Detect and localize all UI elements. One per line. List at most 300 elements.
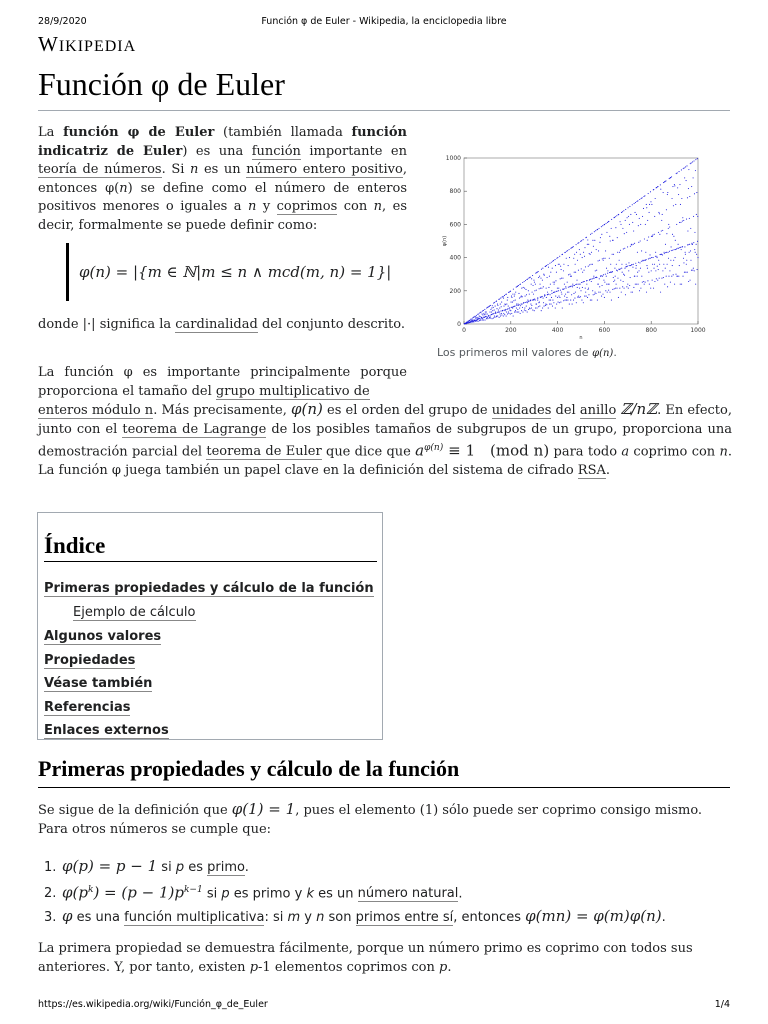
data-point xyxy=(667,286,668,287)
data-point xyxy=(669,251,670,252)
data-point xyxy=(590,234,591,235)
data-point xyxy=(656,187,657,188)
data-point xyxy=(681,169,682,170)
x-tick-label: 400 xyxy=(551,327,564,334)
chart-points xyxy=(464,158,699,324)
data-point xyxy=(596,249,597,250)
data-point xyxy=(665,268,666,269)
x-tick-label: 600 xyxy=(598,327,611,334)
data-point xyxy=(468,320,469,321)
data-point xyxy=(632,292,633,293)
data-point xyxy=(641,250,642,251)
data-point xyxy=(494,317,495,318)
data-point xyxy=(501,302,502,303)
data-point xyxy=(624,248,625,249)
data-point xyxy=(561,278,562,279)
toc-item-propiedades[interactable]: Propiedades xyxy=(44,653,136,668)
data-point xyxy=(514,312,515,313)
data-point xyxy=(586,237,587,238)
data-point xyxy=(632,267,633,268)
data-point xyxy=(570,248,571,249)
data-point xyxy=(635,284,636,285)
data-point xyxy=(562,308,563,309)
data-point xyxy=(567,300,568,301)
data-point xyxy=(569,257,570,258)
list-item: 1. φ(p) = p − 1 si p es primo. xyxy=(44,857,249,875)
data-point xyxy=(653,189,654,190)
data-point xyxy=(566,251,567,252)
data-point xyxy=(550,284,551,285)
data-point xyxy=(479,320,480,321)
data-point xyxy=(678,244,679,245)
data-point xyxy=(617,278,618,279)
link-enteros-modulo[interactable]: enteros módulo n xyxy=(38,403,154,418)
data-point xyxy=(682,276,683,277)
logo-rest: IKIPEDIA xyxy=(58,38,137,55)
data-point xyxy=(531,305,532,306)
toc-item-referencias[interactable]: Referencias xyxy=(44,700,131,715)
data-point xyxy=(686,260,687,261)
data-point xyxy=(644,238,645,239)
data-point xyxy=(552,300,553,301)
data-point xyxy=(673,205,674,206)
data-point xyxy=(662,254,663,255)
data-point xyxy=(605,274,606,275)
data-point xyxy=(490,309,491,310)
data-point xyxy=(493,307,494,308)
data-point xyxy=(656,278,657,279)
data-point xyxy=(489,306,490,307)
data-point xyxy=(493,303,494,304)
data-point xyxy=(539,302,540,303)
data-point xyxy=(579,297,580,298)
data-point xyxy=(661,230,662,231)
data-point xyxy=(679,171,680,172)
link-grupo-multiplicativo[interactable]: grupo multiplicativo de xyxy=(215,383,370,399)
data-point xyxy=(556,272,557,273)
data-point xyxy=(594,231,595,232)
list-item: 3. φ es una función multiplicativa: si m y n son primos entre sí, entonces φ(mn) = φ(m)φ(n). xyxy=(44,907,666,926)
data-point xyxy=(572,247,573,248)
data-point xyxy=(564,284,565,285)
data-point xyxy=(596,277,597,278)
data-point xyxy=(677,276,678,277)
link-anillo[interactable]: anillo xyxy=(579,403,617,418)
data-point xyxy=(580,254,581,255)
data-point xyxy=(670,282,671,283)
data-point xyxy=(669,178,670,179)
data-point xyxy=(629,224,630,225)
data-point xyxy=(537,300,538,301)
data-point xyxy=(577,243,578,244)
data-point xyxy=(642,282,643,283)
logo-first-letter: W xyxy=(38,32,59,56)
data-point xyxy=(573,246,574,247)
data-point xyxy=(560,266,561,267)
data-point xyxy=(649,204,650,205)
data-point xyxy=(585,292,586,293)
data-point xyxy=(601,275,602,276)
data-point xyxy=(678,248,679,249)
data-point xyxy=(611,219,612,220)
data-point xyxy=(672,250,673,251)
data-point xyxy=(536,304,537,305)
data-point xyxy=(526,306,527,307)
data-point xyxy=(609,258,610,259)
data-point xyxy=(646,265,647,266)
data-point xyxy=(608,221,609,222)
data-point xyxy=(569,274,570,275)
data-point xyxy=(518,293,519,294)
data-point xyxy=(580,241,581,242)
data-point xyxy=(690,163,691,164)
data-point xyxy=(584,256,585,257)
data-point xyxy=(542,280,543,281)
data-point xyxy=(489,317,490,318)
data-point xyxy=(616,264,617,265)
data-point xyxy=(538,277,539,278)
data-point xyxy=(664,284,665,285)
data-point xyxy=(678,276,679,277)
data-point xyxy=(631,244,632,245)
data-point xyxy=(584,281,585,282)
data-point xyxy=(552,306,553,307)
data-point xyxy=(590,300,591,301)
data-point xyxy=(481,313,482,314)
data-point xyxy=(482,311,483,312)
data-point xyxy=(470,320,471,321)
data-point xyxy=(510,302,511,303)
data-point xyxy=(667,264,668,265)
data-point xyxy=(527,302,528,303)
data-point xyxy=(609,292,610,293)
data-point xyxy=(498,310,499,311)
importance-paragraph-start: La función φ es importante principalmente porque proporciona el tamaño del grupo multiplicativo de xyxy=(38,365,407,399)
link-coprimos[interactable]: coprimos xyxy=(276,199,338,214)
data-point xyxy=(587,239,588,240)
data-point xyxy=(565,286,566,287)
data-point xyxy=(696,254,697,255)
link-unidades[interactable]: unidades xyxy=(491,403,552,418)
data-point xyxy=(624,268,625,269)
data-point xyxy=(635,263,636,264)
x-axis-label: n xyxy=(579,335,583,341)
data-point xyxy=(565,294,566,295)
data-point xyxy=(631,292,632,293)
data-point xyxy=(565,288,566,289)
data-point xyxy=(659,264,660,265)
toc-item-enlaces-externos[interactable]: Enlaces externos xyxy=(44,723,169,738)
data-point xyxy=(513,300,514,301)
data-point xyxy=(616,284,617,285)
link-funcion[interactable]: función xyxy=(251,143,301,159)
data-point xyxy=(697,269,698,270)
data-point xyxy=(693,268,694,269)
data-point xyxy=(565,252,566,253)
data-point xyxy=(587,297,588,298)
data-point xyxy=(594,294,595,295)
data-point xyxy=(473,321,474,322)
link-numero-natural[interactable]: número natural xyxy=(357,886,459,902)
data-point xyxy=(502,297,503,298)
data-point xyxy=(694,249,695,250)
data-point xyxy=(543,298,544,299)
data-point xyxy=(527,312,528,313)
data-point xyxy=(695,284,696,285)
data-point xyxy=(586,284,587,285)
data-point xyxy=(623,248,624,249)
data-point xyxy=(673,260,674,261)
data-point xyxy=(562,254,563,255)
data-point xyxy=(577,287,578,288)
link-numero-entero[interactable]: número entero positivo xyxy=(246,162,403,177)
link-primos-entre-si[interactable]: primos entre sí xyxy=(355,910,454,926)
data-point xyxy=(474,316,475,317)
data-point xyxy=(568,274,569,275)
toc-item-ejemplo-calculo[interactable]: Ejemplo de cálculo xyxy=(73,605,196,620)
data-point xyxy=(546,304,547,305)
data-point xyxy=(623,210,624,211)
data-point xyxy=(507,309,508,310)
data-point xyxy=(531,284,532,285)
data-point xyxy=(554,292,555,293)
data-point xyxy=(559,297,560,298)
data-point xyxy=(622,228,623,229)
data-point xyxy=(479,315,480,316)
data-point xyxy=(518,304,519,305)
data-point xyxy=(531,278,532,279)
data-point xyxy=(553,260,554,261)
data-point xyxy=(580,290,581,291)
data-point xyxy=(674,184,675,185)
data-point xyxy=(486,312,487,313)
data-point xyxy=(660,189,661,190)
data-point xyxy=(606,284,607,285)
data-point xyxy=(534,282,535,283)
data-point xyxy=(592,264,593,265)
data-point xyxy=(500,311,501,312)
data-point xyxy=(541,288,542,289)
data-point xyxy=(649,212,650,213)
data-point xyxy=(487,318,488,319)
data-point xyxy=(525,296,526,297)
data-point xyxy=(639,290,640,291)
data-point xyxy=(512,307,513,308)
data-point xyxy=(546,265,547,266)
data-point xyxy=(571,286,572,287)
bold-term-alt: función indicatriz de Euler xyxy=(38,125,407,159)
data-point xyxy=(622,272,623,273)
data-point xyxy=(609,284,610,285)
print-url: https://es.wikipedia.org/wiki/Función_φ_de_Euler xyxy=(38,999,268,1010)
data-point xyxy=(672,186,673,187)
data-point xyxy=(661,278,662,279)
data-point xyxy=(595,270,596,271)
data-point xyxy=(551,304,552,305)
data-point xyxy=(528,278,529,279)
data-point xyxy=(668,228,669,229)
data-point xyxy=(559,302,560,303)
data-point xyxy=(635,268,636,269)
data-point xyxy=(618,214,619,215)
link-primo[interactable]: primo xyxy=(207,860,245,875)
data-point xyxy=(616,270,617,271)
data-point xyxy=(617,237,618,238)
data-point xyxy=(472,321,473,322)
data-point xyxy=(682,217,683,218)
data-point xyxy=(522,312,523,313)
link-funcion-multiplicativa[interactable]: función multiplicativa xyxy=(124,910,265,926)
data-point xyxy=(642,197,643,198)
data-point xyxy=(643,208,644,209)
data-point xyxy=(510,313,511,314)
data-point xyxy=(529,308,530,309)
data-point xyxy=(486,318,487,319)
data-point xyxy=(509,310,510,311)
data-point xyxy=(661,254,662,255)
data-point xyxy=(517,309,518,310)
data-point xyxy=(563,270,564,271)
data-point xyxy=(648,272,649,273)
section-heading: Primeras propiedades y cálculo de la función xyxy=(38,756,730,788)
data-point xyxy=(683,220,684,221)
data-point xyxy=(686,165,687,166)
data-point xyxy=(581,282,582,283)
data-point xyxy=(480,316,481,317)
data-point xyxy=(494,315,495,316)
link-cardinalidad[interactable]: cardinalidad xyxy=(175,317,258,332)
data-point xyxy=(574,254,575,255)
wikipedia-logo[interactable] xyxy=(38,32,136,57)
data-point xyxy=(601,226,602,227)
data-point xyxy=(505,310,506,311)
data-point xyxy=(671,246,672,247)
data-point xyxy=(676,173,677,174)
data-point xyxy=(481,312,482,313)
data-point xyxy=(544,295,545,296)
data-point xyxy=(671,176,672,177)
data-point xyxy=(484,309,485,310)
data-point xyxy=(598,260,599,261)
data-point xyxy=(492,310,493,311)
data-point xyxy=(483,313,484,314)
data-point xyxy=(591,300,592,301)
data-point xyxy=(545,266,546,267)
data-point xyxy=(598,228,599,229)
data-point xyxy=(671,276,672,277)
data-point xyxy=(588,244,589,245)
toc-item-vease-tambien[interactable]: Véase también xyxy=(44,676,153,691)
data-point xyxy=(679,265,680,266)
data-point xyxy=(627,207,628,208)
list-item: 2. $\varphi(p^k) = (p - 1)p^{k-1}$ si p es primo y k es un número natural. xyxy=(44,883,463,902)
data-point xyxy=(686,264,687,265)
data-point xyxy=(574,298,575,299)
data-point xyxy=(567,282,568,283)
link-rsa[interactable]: RSA xyxy=(577,462,606,478)
data-point xyxy=(695,159,696,160)
data-point xyxy=(671,198,672,199)
data-point xyxy=(672,234,673,235)
data-point xyxy=(614,217,615,218)
data-point xyxy=(637,272,638,273)
data-point xyxy=(492,305,493,306)
data-point xyxy=(633,287,634,288)
data-point xyxy=(610,264,611,265)
link-teorema-lagrange[interactable]: teorema de Lagrange xyxy=(122,421,267,437)
data-point xyxy=(549,263,550,264)
link-teorema-euler[interactable]: teorema de Euler xyxy=(206,444,322,460)
data-point xyxy=(547,294,548,295)
data-point xyxy=(571,276,572,277)
data-point xyxy=(543,286,544,287)
data-point xyxy=(545,304,546,305)
data-point xyxy=(514,306,515,307)
intro-paragraph: La función φ de Euler (también llamada función indicatriz de Euler) es una función importante en teoría de números. Si n es un número entero positivo, entonces φ(n) se define como el número de enteros positivos menores o iguales a n y coprimos con n, es decir, formalmente se puede definir como: xyxy=(38,125,407,233)
data-point xyxy=(614,288,615,289)
data-point xyxy=(630,265,631,266)
data-point xyxy=(605,258,606,259)
data-point xyxy=(498,312,499,313)
data-point xyxy=(580,284,581,285)
data-point xyxy=(569,249,570,250)
data-point xyxy=(628,216,629,217)
data-point xyxy=(662,270,663,271)
x-tick-label: 1000 xyxy=(690,327,706,334)
data-point xyxy=(515,300,516,301)
data-point xyxy=(681,249,682,250)
data-point xyxy=(625,294,626,295)
data-point xyxy=(668,258,669,259)
data-point xyxy=(546,288,547,289)
data-point xyxy=(535,300,536,301)
toc-item-primeras-propiedades[interactable]: Primeras propiedades y cálculo de la función xyxy=(44,581,374,596)
data-point xyxy=(669,227,670,228)
data-point xyxy=(495,313,496,314)
data-point xyxy=(541,310,542,311)
data-point xyxy=(646,292,647,293)
data-point xyxy=(638,262,639,263)
data-point xyxy=(522,282,523,283)
data-point xyxy=(567,250,568,251)
data-point xyxy=(561,292,562,293)
link-teoria-numeros[interactable]: teoría de números xyxy=(38,162,162,177)
data-point xyxy=(578,270,579,271)
data-point xyxy=(531,308,532,309)
data-point xyxy=(493,317,494,318)
toc-item-algunos-valores[interactable]: Algunos valores xyxy=(44,629,162,644)
data-point xyxy=(605,223,606,224)
data-point xyxy=(672,265,673,266)
x-tick-label: 200 xyxy=(505,327,517,334)
data-point xyxy=(480,319,481,320)
data-point xyxy=(530,277,531,278)
data-point xyxy=(682,246,683,247)
data-point xyxy=(525,302,526,303)
data-point xyxy=(504,314,505,315)
data-point xyxy=(594,292,595,293)
data-point xyxy=(624,233,625,234)
data-point xyxy=(673,274,674,275)
data-point xyxy=(582,287,583,288)
data-point xyxy=(644,195,645,196)
data-point xyxy=(543,274,544,275)
data-point xyxy=(630,277,631,278)
data-point xyxy=(500,298,501,299)
data-point xyxy=(562,278,563,279)
data-point xyxy=(557,297,558,298)
data-point xyxy=(584,296,585,297)
